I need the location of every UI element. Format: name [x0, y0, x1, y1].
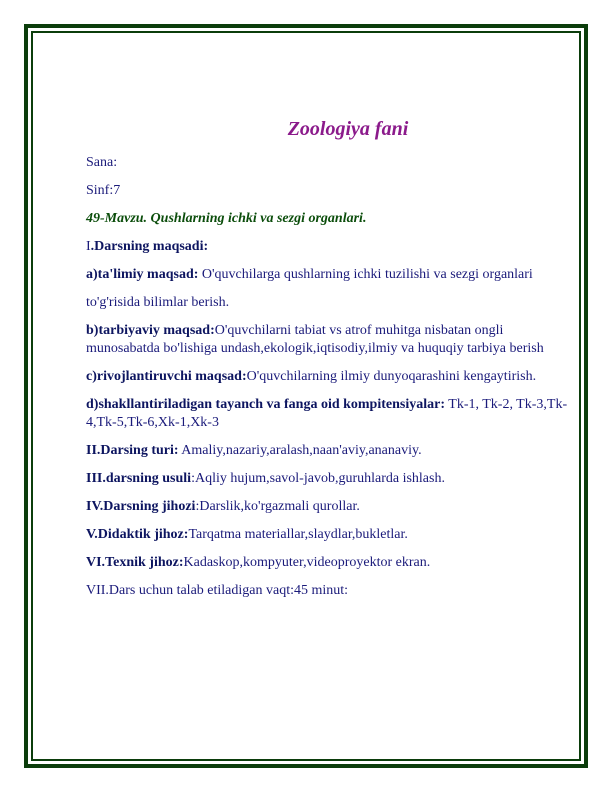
educational-goal-continued: to'g'risida bilimlar berish.	[86, 295, 230, 310]
lesson-equipment-label: IV.Darsning jihozi	[86, 499, 196, 514]
educational-goal	[86, 266, 570, 284]
lesson-method-text: :Aqliy hujum,savol-javob,guruhlarda ishlash.	[191, 471, 445, 486]
grade-line: Sinf:7	[86, 183, 121, 198]
developmental-goal-label: c)rivojlantiruvchi maqsad:	[86, 369, 247, 384]
upbringing-goal-text: O'quvchilarni tabiat vs atrof muhitga nisbatan ongli munosabatda bo'lishiga undash,ekologik,iqtisodiy,ilmiy va huquqiy tarbiya berish	[86, 323, 544, 356]
didactic-equipment	[86, 526, 570, 544]
lesson-method-label: III.darsning usuli	[86, 471, 192, 486]
competencies	[86, 396, 570, 432]
lesson-time: VII.Dars uchun talab etiladigan vaqt:45 minut:	[86, 583, 349, 598]
technical-equipment-text: Kadaskop,kompyuter,videoproyektor ekran.	[183, 555, 431, 570]
goals-prefix: I	[86, 239, 91, 254]
didactic-equipment-text: Tarqatma materiallar,slaydlar,bukletlar.	[188, 527, 408, 542]
lesson-type-text: Amaliy,nazariy,aralash,naan'aviy,ananaviy.	[178, 443, 422, 458]
didactic-equipment-label: V.Didaktik jihoz:	[86, 527, 189, 542]
lesson-equipment-text: :Darslik,ko'rgazmali qurollar.	[195, 499, 360, 514]
educational-goal-label: a)ta'limiy maqsad:	[86, 267, 199, 282]
lesson-type	[86, 442, 570, 460]
lesson-type-label: II.Darsing turi:	[86, 443, 179, 458]
technical-equipment-label: VI.Texnik jihoz:	[86, 555, 184, 570]
competencies-label: d)shakllantiriladigan tayanch va fanga oid kompitensiyalar:	[86, 397, 446, 412]
developmental-goal-text: O'quvchilarning ilmiy dunyoqarashini kengaytirish.	[246, 369, 537, 384]
competencies-text: Tk-1, Tk-2, Tk-3,Tk-4,Tk-5,Tk-6,Xk-1,Xk-3	[86, 397, 568, 430]
educational-goal-text: O'quvchilarga qushlarning ichki tuzilishi va sezgi organlari	[198, 267, 533, 282]
lesson-method	[86, 470, 570, 488]
upbringing-goal-label: b)tarbiyaviy maqsad:	[86, 323, 215, 338]
page-title: Zoologiya fani	[287, 118, 409, 140]
technical-equipment	[86, 554, 570, 572]
date-line: Sana:	[86, 155, 118, 170]
topic-line: 49-Mavzu. Qushlarning ichki va sezgi organlari.	[86, 211, 367, 226]
lesson-plan	[86, 118, 570, 610]
lesson-equipment	[86, 498, 570, 516]
goals-label: .Darsning maqsadi:	[90, 239, 209, 254]
upbringing-goal	[86, 322, 570, 358]
developmental-goal	[86, 368, 570, 386]
goals-heading	[86, 238, 570, 256]
